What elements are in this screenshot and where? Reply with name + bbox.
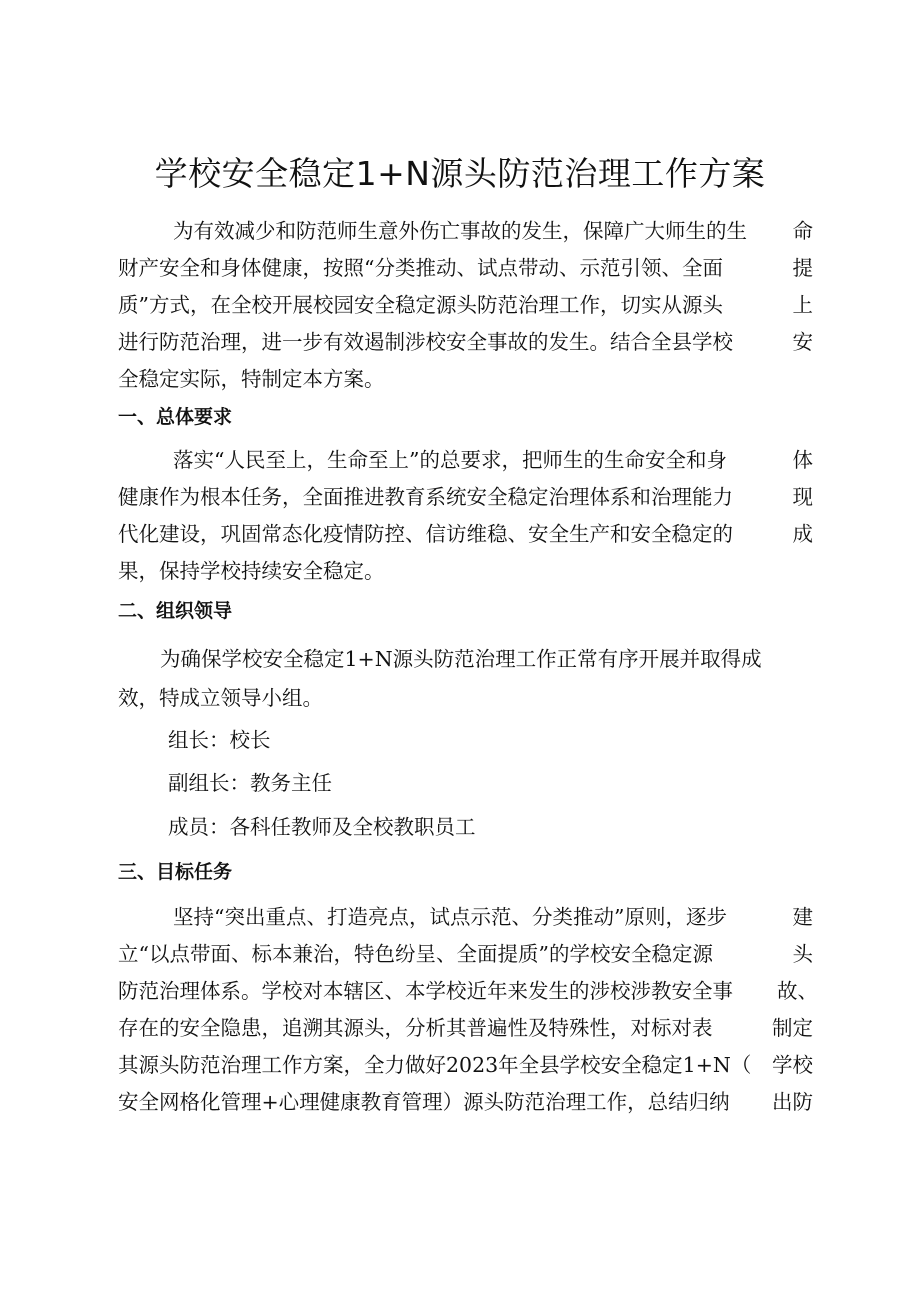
line-tail: 建 [792,905,813,929]
section-heading: 一、总体要求 [118,406,233,428]
line-tail: 体 [792,448,813,472]
line-text: 代化建设，巩固常态化疫情防控、信访维稳、安全生产和安全稳定的 [118,522,733,546]
line-tail: 出防 [772,1090,813,1114]
line-text: 为有效减少和防范师生意外伤亡事故的发生，保障广大师生的生 [173,219,747,243]
line-text: 财产安全和身体健康，按照“分类推动、试点带动、示范引领、全面 [118,256,723,280]
line-text: 健康作为根本任务，全面推进教育系统安全稳定治理体系和治理能力 [118,485,733,509]
line-tail: 命 [792,219,813,243]
line-tail: 学校 [772,1053,813,1077]
paragraph-line [118,1046,813,1084]
line-text: 果，保持学校持续安全稳定。 [118,559,385,583]
paragraph-line [118,360,385,398]
paragraph-line [118,935,813,973]
line-tail: 安 [792,330,813,354]
section-heading: 二、组织领导 [118,600,233,622]
paragraph-line [118,286,813,324]
paragraph-line [118,1083,813,1121]
line-tail: 故、 [777,979,818,1003]
line-text: 存在的安全隐患，追溯其源头，分析其普遍性及特殊性，对标对表 [118,1016,713,1040]
paragraph-line [118,972,818,1010]
paragraph-line [118,323,813,361]
line-text: 全稳定实际，特制定本方案。 [118,367,385,391]
paragraph-line [118,1009,813,1047]
line-tail: 现 [792,485,813,509]
line-text: 防范治理体系。学校对本辖区、本学校近年来发生的涉校涉教安全事 [118,979,733,1003]
line-tail: 头 [792,942,813,966]
line-tail: 提 [792,256,813,280]
paragraph-line [118,478,813,516]
section-heading: 三、目标任务 [118,861,233,883]
paragraph-line [118,441,813,479]
line-text: 落实“人民至上，生命至上”的总要求，把师生的生命安全和身 [173,448,727,472]
paragraph-line [118,249,813,287]
paragraph-line [118,212,813,250]
line-text: 安全网格化管理+心理健康教育管理）源头防范治理工作，总结归纳 [118,1090,730,1114]
deputy-line: 副组长：教务主任 [168,771,332,795]
line-tail: 制定 [772,1016,813,1040]
paragraph-line: 为确保学校安全稳定1+N源头防范治理工作正常有序开展并取得成 [160,647,762,671]
members-line: 成员：各科任教师及全校教职员工 [168,815,476,839]
document-title: 学校安全稳定1+N源头防范治理工作方案 [154,154,766,193]
paragraph-line [118,552,385,590]
line-text: 立“以点带面、标本兼治，特色纷呈、全面提质”的学校安全稳定源 [118,942,713,966]
line-text: 进行防范治理，进一步有效遏制涉校安全事故的发生。结合全县学校 [118,330,733,354]
paragraph-line [118,898,813,936]
paragraph-line [118,515,813,553]
line-text: 其源头防范治理工作方案，全力做好2023年全县学校安全稳定1+N（ [118,1053,752,1077]
line-tail: 成 [792,522,813,546]
line-tail: 上 [792,293,813,317]
paragraph-line: 效，特成立领导小组。 [118,686,323,710]
line-text: 坚持“突出重点、打造亮点，试点示范、分类推动”原则，逐步 [173,905,727,929]
leader-line: 组长：校长 [168,728,271,752]
line-text: 质”方式，在全校开展校园安全稳定源头防范治理工作，切实从源头 [118,293,723,317]
